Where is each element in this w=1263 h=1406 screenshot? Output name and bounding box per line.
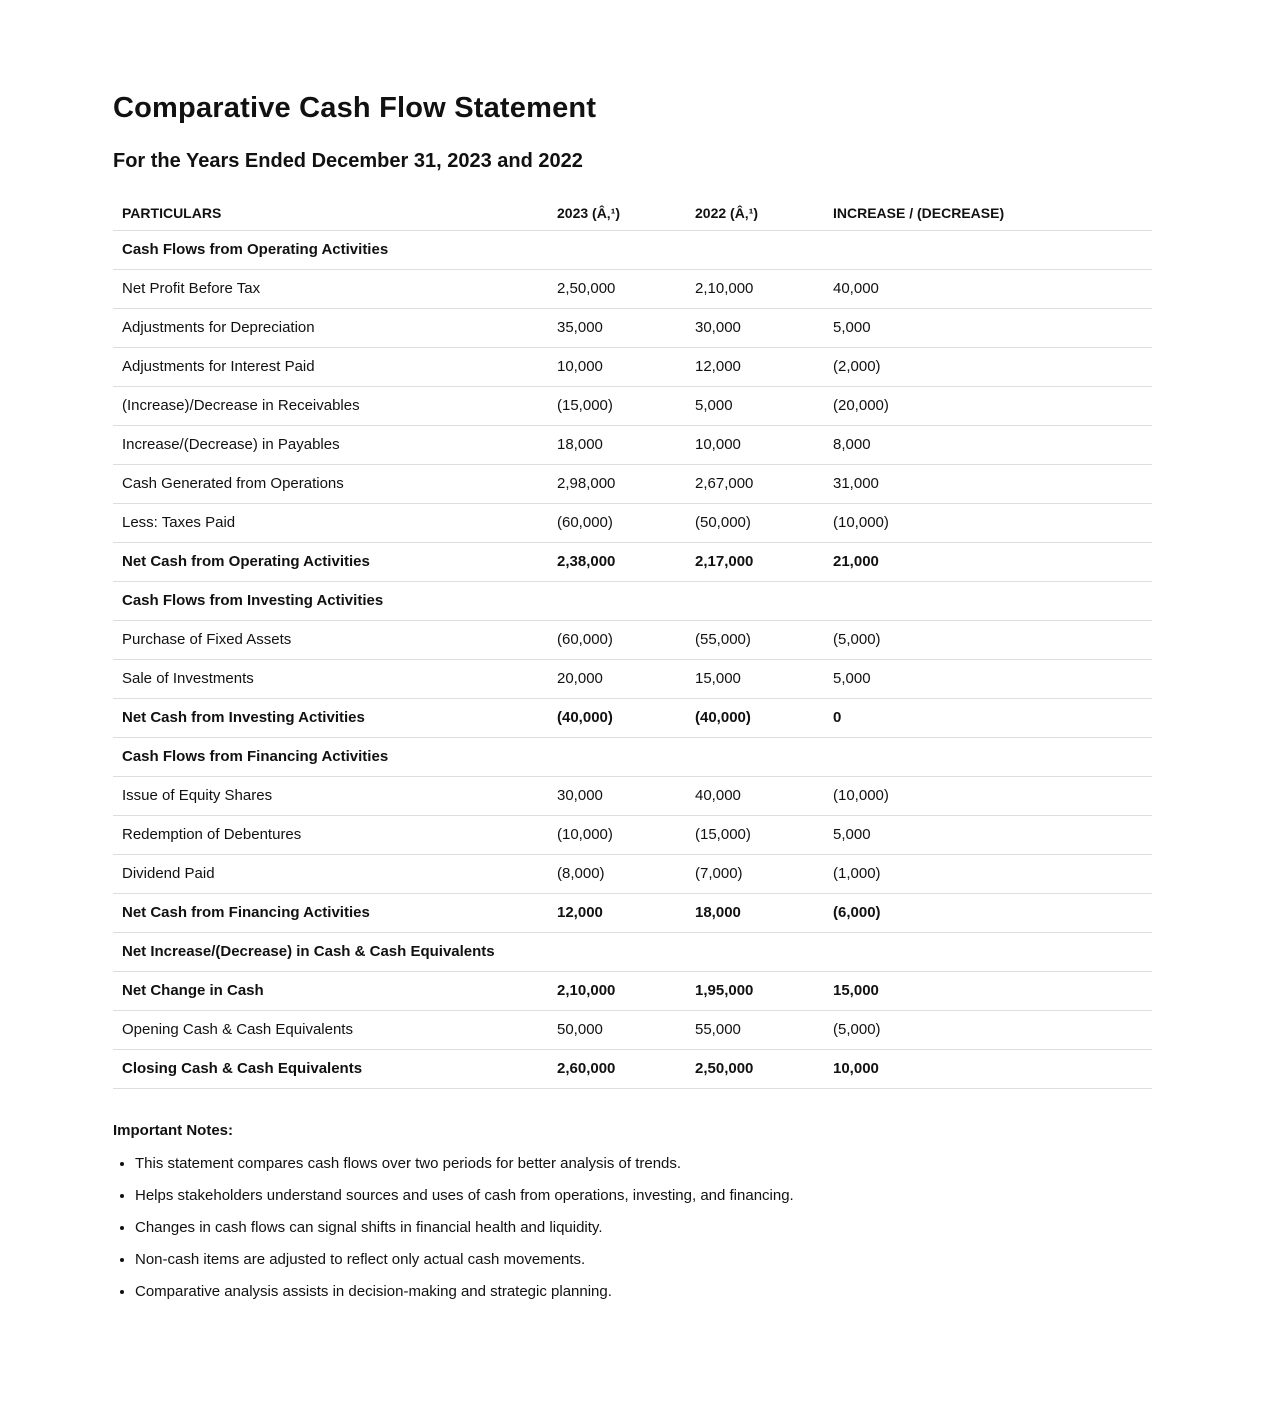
change-cell: 5,000 (824, 309, 1152, 348)
col-header-2022: 2022 (Â‚¹) (686, 196, 824, 231)
total-row (113, 1050, 1152, 1089)
particulars-cell: Cash Generated from Operations (113, 465, 548, 504)
change-cell: (1,000) (824, 855, 1152, 894)
value-2022-cell: (55,000) (686, 621, 824, 660)
value-2022-cell: 15,000 (686, 660, 824, 699)
total-row (113, 972, 1152, 1011)
value-2022-cell: (40,000) (686, 699, 824, 738)
table-row (113, 387, 1152, 426)
total-row (113, 894, 1152, 933)
value-2023-cell: 2,50,000 (548, 270, 686, 309)
particulars-cell: Net Profit Before Tax (113, 270, 548, 309)
particulars-cell: Sale of Investments (113, 660, 548, 699)
table-row (113, 426, 1152, 465)
section-label-cell: Cash Flows from Financing Activities (113, 738, 1152, 777)
document-page (113, 0, 1152, 1301)
change-cell: 8,000 (824, 426, 1152, 465)
particulars-cell: Purchase of Fixed Assets (113, 621, 548, 660)
note-item: • Helps stakeholders understand sources and uses of cash from operations, investing, and financing. (135, 1186, 1152, 1205)
value-2022-cell: (7,000) (686, 855, 824, 894)
table-row (113, 777, 1152, 816)
particulars-cell: Adjustments for Depreciation (113, 309, 548, 348)
particulars-cell: (Increase)/Decrease in Receivables (113, 387, 548, 426)
col-header-increase-decrease: INCREASE / (DECREASE) (824, 196, 1152, 231)
value-2023-cell: 12,000 (548, 894, 686, 933)
section-label-cell: Cash Flows from Investing Activities (113, 582, 1152, 621)
value-2022-cell: 5,000 (686, 387, 824, 426)
value-2022-cell: 18,000 (686, 894, 824, 933)
total-row (113, 699, 1152, 738)
table-row (113, 816, 1152, 855)
section-row (113, 738, 1152, 777)
table-row (113, 348, 1152, 387)
particulars-cell: Increase/(Decrease) in Payables (113, 426, 548, 465)
document-subtitle: For the Years Ended December 31, 2023 and 2022 (113, 150, 583, 172)
particulars-cell: Adjustments for Interest Paid (113, 348, 548, 387)
table-row (113, 309, 1152, 348)
value-2023-cell: 30,000 (548, 777, 686, 816)
section-row (113, 231, 1152, 270)
col-header-2023: 2023 (Â‚¹) (548, 196, 686, 231)
particulars-cell: Dividend Paid (113, 855, 548, 894)
change-cell: (5,000) (824, 1011, 1152, 1050)
section-label-cell: Net Increase/(Decrease) in Cash & Cash Equivalents (113, 933, 1152, 972)
note-item: • Comparative analysis assists in decision-making and strategic planning. (135, 1282, 1152, 1301)
total-row (113, 543, 1152, 582)
change-cell: 10,000 (824, 1050, 1152, 1089)
notes-list (113, 1154, 1152, 1301)
value-2023-cell: 10,000 (548, 348, 686, 387)
section-label-cell: Cash Flows from Operating Activities (113, 231, 1152, 270)
particulars-cell: Net Cash from Investing Activities (113, 699, 548, 738)
value-2022-cell: 10,000 (686, 426, 824, 465)
value-2023-cell: (40,000) (548, 699, 686, 738)
section-row (113, 582, 1152, 621)
change-cell: (20,000) (824, 387, 1152, 426)
table-row (113, 270, 1152, 309)
particulars-cell: Closing Cash & Cash Equivalents (113, 1050, 548, 1089)
value-2023-cell: (60,000) (548, 621, 686, 660)
value-2022-cell: 2,67,000 (686, 465, 824, 504)
table-row (113, 621, 1152, 660)
note-item: • Non-cash items are adjusted to reflect only actual cash movements. (135, 1250, 1152, 1269)
notes-section (113, 1122, 1152, 1301)
value-2023-cell: 20,000 (548, 660, 686, 699)
value-2022-cell: 2,10,000 (686, 270, 824, 309)
value-2023-cell: (8,000) (548, 855, 686, 894)
change-cell: 5,000 (824, 660, 1152, 699)
change-cell: 31,000 (824, 465, 1152, 504)
value-2022-cell: (50,000) (686, 504, 824, 543)
table-row (113, 504, 1152, 543)
change-cell: 15,000 (824, 972, 1152, 1011)
value-2023-cell: (60,000) (548, 504, 686, 543)
notes-heading: Important Notes: (113, 1122, 233, 1139)
value-2022-cell: (15,000) (686, 816, 824, 855)
change-cell: 40,000 (824, 270, 1152, 309)
value-2023-cell: 35,000 (548, 309, 686, 348)
change-cell: (2,000) (824, 348, 1152, 387)
particulars-cell: Redemption of Debentures (113, 816, 548, 855)
value-2023-cell: 2,98,000 (548, 465, 686, 504)
particulars-cell: Net Change in Cash (113, 972, 548, 1011)
particulars-cell: Net Cash from Operating Activities (113, 543, 548, 582)
table-header-row (113, 196, 1152, 231)
table-row (113, 465, 1152, 504)
value-2022-cell: 30,000 (686, 309, 824, 348)
table-body (113, 231, 1152, 1089)
col-header-particulars: PARTICULARS (113, 196, 548, 231)
cash-flow-table (113, 196, 1152, 1089)
table-row (113, 660, 1152, 699)
value-2023-cell: 2,60,000 (548, 1050, 686, 1089)
table-row (113, 1011, 1152, 1050)
change-cell: (5,000) (824, 621, 1152, 660)
change-cell: 21,000 (824, 543, 1152, 582)
change-cell: (6,000) (824, 894, 1152, 933)
value-2023-cell: 2,10,000 (548, 972, 686, 1011)
change-cell: (10,000) (824, 777, 1152, 816)
change-cell: 0 (824, 699, 1152, 738)
value-2023-cell: (10,000) (548, 816, 686, 855)
table-row (113, 855, 1152, 894)
value-2022-cell: 12,000 (686, 348, 824, 387)
note-item: • This statement compares cash flows over two periods for better analysis of trends. (135, 1154, 1152, 1173)
value-2023-cell: (15,000) (548, 387, 686, 426)
value-2023-cell: 18,000 (548, 426, 686, 465)
change-cell: 5,000 (824, 816, 1152, 855)
value-2022-cell: 1,95,000 (686, 972, 824, 1011)
particulars-cell: Net Cash from Financing Activities (113, 894, 548, 933)
value-2022-cell: 40,000 (686, 777, 824, 816)
value-2022-cell: 55,000 (686, 1011, 824, 1050)
particulars-cell: Opening Cash & Cash Equivalents (113, 1011, 548, 1050)
value-2022-cell: 2,50,000 (686, 1050, 824, 1089)
document-title: Comparative Cash Flow Statement (113, 92, 597, 124)
value-2022-cell: 2,17,000 (686, 543, 824, 582)
section-row (113, 933, 1152, 972)
note-item: • Changes in cash flows can signal shifts in financial health and liquidity. (135, 1218, 1152, 1237)
change-cell: (10,000) (824, 504, 1152, 543)
particulars-cell: Less: Taxes Paid (113, 504, 548, 543)
value-2023-cell: 2,38,000 (548, 543, 686, 582)
particulars-cell: Issue of Equity Shares (113, 777, 548, 816)
value-2023-cell: 50,000 (548, 1011, 686, 1050)
